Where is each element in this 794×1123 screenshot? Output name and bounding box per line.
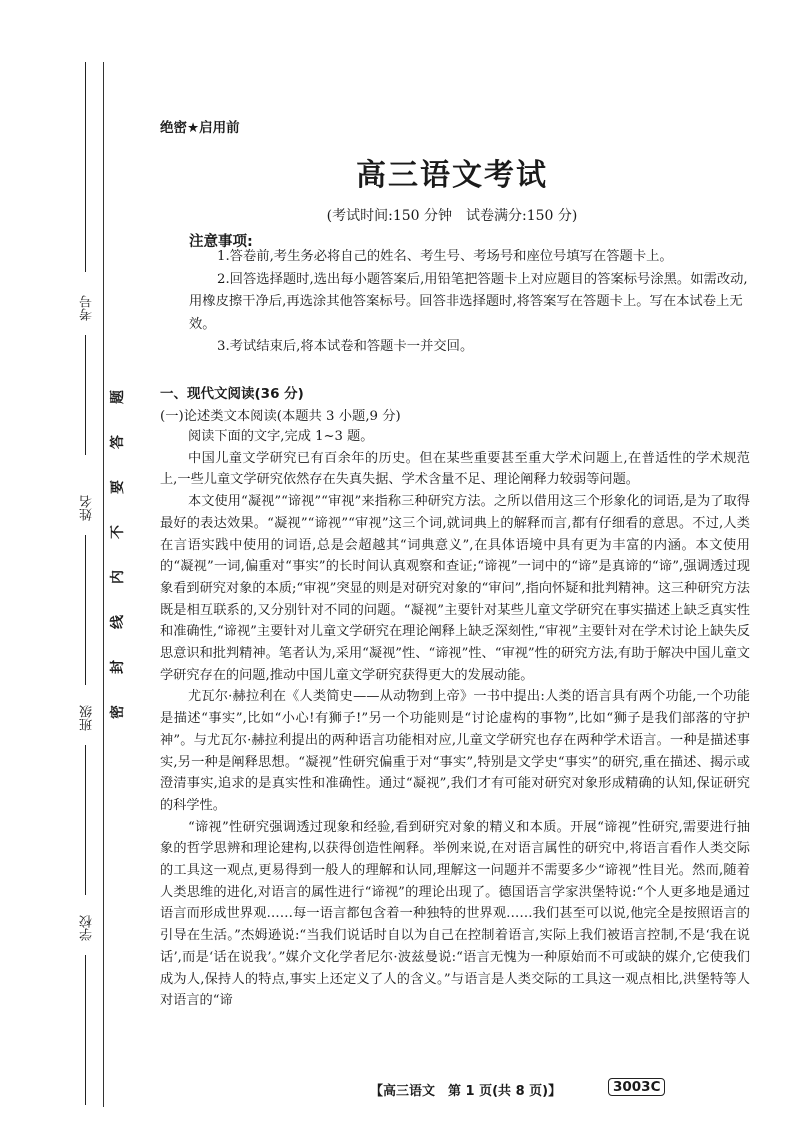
section-title: 一、现代文阅读(36 分) [160,386,304,402]
instruction: 阅读下面的文字,完成 1~3 题。 [188,429,374,444]
school-field-line [85,955,86,1105]
paper-code: 3003C [608,1078,665,1096]
class-label: 班级 [80,705,95,731]
notice-heading: 注意事项: [189,234,253,250]
seal-char: 内 [110,570,126,584]
notice-item: 2.回答选择题时,选出每小题答案后,用铅笔把答题卡上对应题目的答案标号涂黑。如需改动,用橡皮擦干净后,再选涂其他答案标号。回答非选择题时,将答案写在答题卡上。写在本试卷上无效。 [189,271,748,332]
notice-item: 3.考试结束后,将本试卷和答题卡一并交回。 [217,339,474,355]
seal-char: 不 [110,525,126,539]
exam-title: 高三语文考试 [356,158,548,193]
seal-char: 密 [110,705,126,719]
seal-char: 要 [110,480,126,494]
seal-char: 答 [110,435,126,449]
passage-paragraph: 中国儿童文学研究已有百余年的历史。但在某些重要甚至重大学术问题上,在普适性的学术规范上,一些儿童文学研究依然存在失真失据、学术含量不足、理论阐释力较弱等问题。 [160,450,750,488]
passage-paragraph: 尤瓦尔·赫拉利在《人类简史——从动物到上帝》一书中提出:人类的语言具有两个功能,一个功能是描述“事实”,比如“小心!有狮子!”另一个功能则是“讨论虚构的事物”,比如“狮子是我们部落的守护神”。与尤瓦尔·赫拉利提出的两种语言功能相对应,儿童文学研究也存在两种学术语言。一种是描述事实,另一种是阐释思想。“凝视”性研究偏重于对“事实”,特别是文学史“事实”的研究,重在描述、揭示或澄清事实,追求的是真实性和准确性。通过“凝视”,我们才有可能对研究对象形成精确的认知,保证研究的科学性。 [160,689,750,813]
seal-char: 线 [110,615,126,629]
name-field-line [85,535,86,685]
reading-passage [160,426,750,1012]
notice-item: 1.答卷前,考生务必将自己的姓名、考生号、考场号和座位号填写在答题卡上。 [217,249,673,264]
name-label: 姓名 [80,495,95,521]
seal-char: 题 [110,390,126,404]
exam-no-label: 考号 [80,295,95,321]
exam-subtitle: (考试时间:150 分钟 试卷满分:150 分) [326,208,578,224]
passage-paragraph: “谛视”性研究强调透过现象和经验,看到研究对象的精义和本质。开展“谛视”性研究,需要进行抽象的哲学思辨和理论建构,以获得创造性阐释。举例来说,在对语言属性的研究中,将语言看作人类交际的工具这一观点,更易得到一般人的理解和认同,理解这一问题并不需要多少“谛视”性目光。然而,随着人类思维的进化,对语言的属性进行“谛视”的理论出现了。德国语言学家洪堡特说:“个人更多地是通过语言而形成世界观……每一语言都包含着一种独特的世界观……我们甚至可以说,他完全是按照语言的引导在生活。”杰姆逊说:“当我们说话时自以为自己在控制着语言,实际上我们被语言控制,不是‘我在说话’,而是‘话在说我’。”媒介文化学者尼尔·波兹曼说:“语言无愧为一种原始而不可或缺的媒介,它使我们成为人,保持人的特点,事实上还定义了人的含义。”与语言是人类交际的工具这一观点相比,洪堡特等人对语言的“谛 [160,819,750,1009]
class-field-line [85,745,86,895]
passage-paragraph: 本文使用“凝视”“谛视”“审视”来指称三种研究方法。之所以借用这三个形象化的词语,是为了取得最好的表达效果。“凝视”“谛视”“审视”这三个词,就词典上的解释而言,都有仔细看的意思。不过,人类在言语实践中使用的词语,总是会超越其“词典意义”,在具体语境中具有更为丰富的内涵。本文使用的“凝视”一词,偏重对“事实”的长时间认真观察和查证;“谛视”一词中的“谛”是真谛的“谛”,强调透过现象看到研究对象的本质;“审视”突显的则是对研究对象的“审问”,指向怀疑和批判精神。这三种研究方法既是相互联系的,又分别针对不同的问题。“凝视”主要针对某些儿童文学研究在事实描述上缺乏真实性和准确性,“谛视”主要针对儿童文学研究在理论阐释上缺乏深刻性,“审视”主要针对在学术讨论上缺失反思意识和批判精神。笔者认为,采用“凝视”性、“谛视”性、“审视”性的研究方法,有助于解决中国儿童文学研究存在的问题,推动中国儿童文学研究获得更大的发展动能。 [160,494,750,683]
confidential-mark: 绝密★启用前 [160,120,240,136]
seal-char: 封 [110,660,126,674]
subsection-title: (一)论述类文本阅读(本题共 3 小题,9 分) [160,409,401,424]
notice-list [189,246,749,359]
page-info: 【高三语文 第 1 页(共 8 页)】 [370,1084,562,1099]
school-label: 学校 [80,915,95,941]
exam-no-field-line [85,335,86,455]
